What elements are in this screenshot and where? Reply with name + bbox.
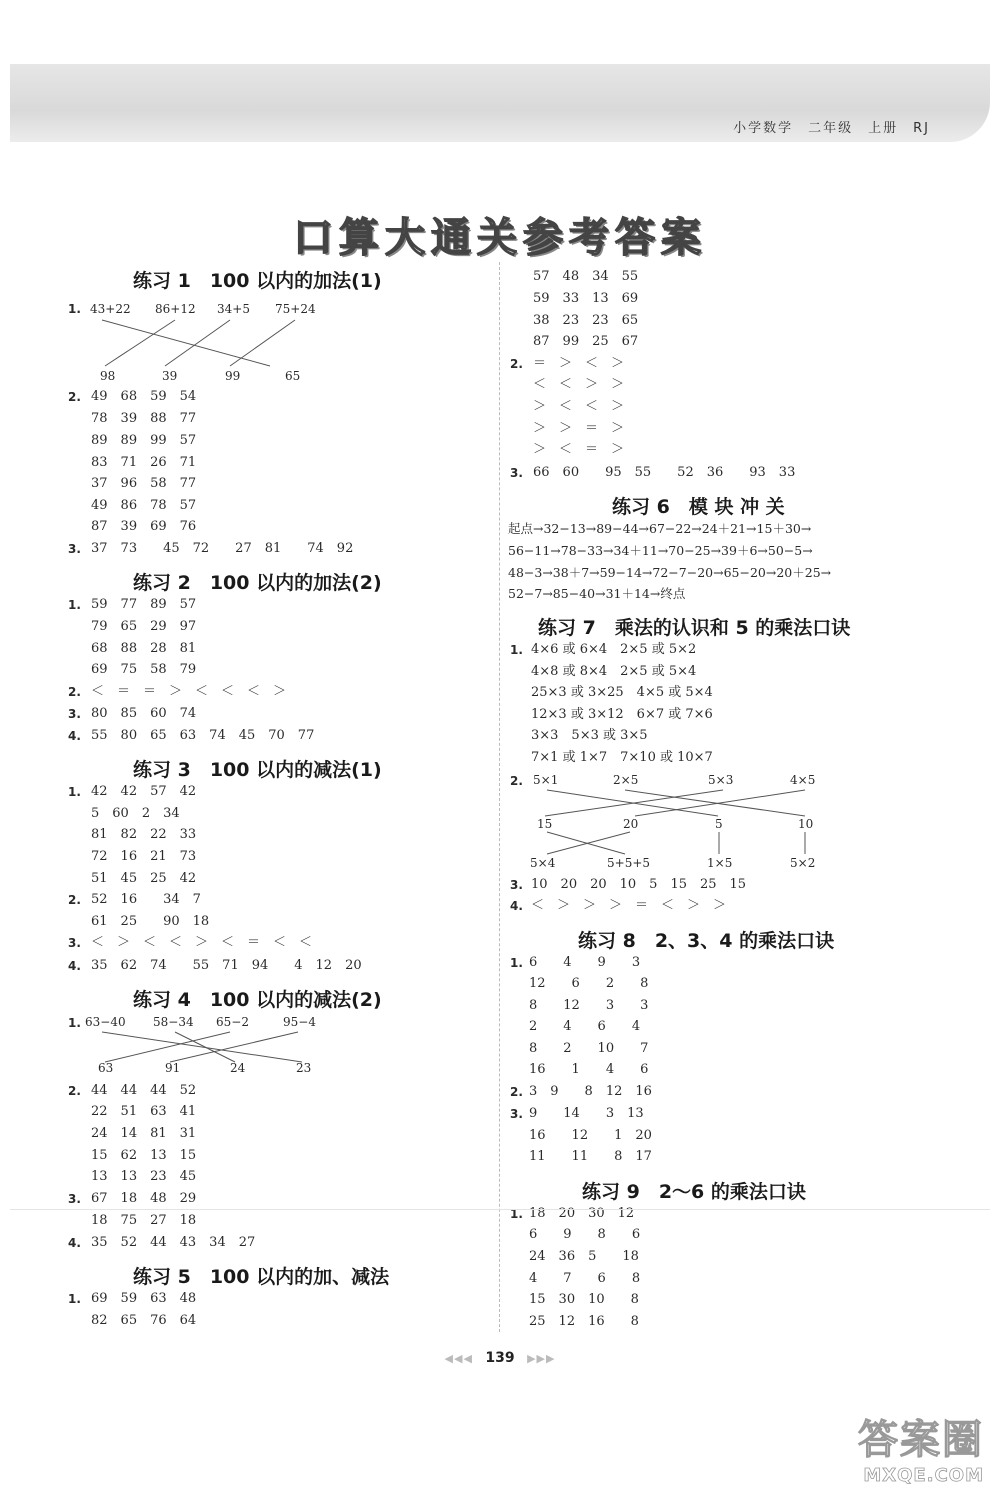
answer-row: 79 65 29 97 [91, 619, 197, 634]
ex7-mid-4: 10 [798, 817, 814, 831]
answer-row: 7×1 或 1×7 7×10 或 10×7 [531, 750, 713, 765]
ex1-answer-4: 65 [285, 369, 301, 383]
answer-row: 37 73 45 72 27 81 74 92 [91, 541, 354, 556]
question-number: 4. [68, 729, 81, 743]
answer-row: 3 9 8 12 16 [529, 1084, 652, 1099]
answer-row: 35 52 44 43 34 27 [91, 1235, 256, 1250]
ex4-link-line [105, 1032, 230, 1062]
page-footer [0, 1350, 1000, 1366]
ex4-answer-2: 91 [165, 1061, 181, 1075]
answer-row: 16 1 4 6 [529, 1062, 649, 1077]
answer-row: 18 75 27 18 [91, 1213, 197, 1228]
answer-row: 4×6 或 6×4 2×5 或 5×2 [531, 642, 697, 657]
answer-row: 83 71 26 71 [91, 455, 197, 470]
answer-row: 25×3 或 3×25 4×5 或 5×4 [531, 685, 713, 700]
ex4-link-line [175, 1032, 235, 1062]
question-number: 2. [510, 357, 523, 371]
question-number: 1. [68, 1016, 81, 1030]
section-title-ex5: 练习 5 100 以内的加、减法 [133, 1266, 390, 1288]
question-number: 2. [68, 1084, 81, 1098]
question-number: 4. [68, 1236, 81, 1250]
ex7-matching-diagram [525, 770, 835, 874]
ex1-link-line [102, 320, 270, 366]
question-number: 3. [510, 1107, 523, 1121]
answer-row: 87 99 25 67 [533, 334, 639, 349]
answer-row: 16 12 1 20 [529, 1128, 652, 1143]
answer-row: 67 18 48 29 [91, 1191, 197, 1206]
answer-row: 25 12 16 8 [529, 1314, 639, 1329]
answer-row: 22 51 63 41 [91, 1104, 197, 1119]
answer-row: 11 11 8 17 [529, 1149, 652, 1164]
question-number: 2. [510, 774, 523, 788]
ex4-answer-3: 24 [230, 1061, 246, 1075]
answer-row: 24 14 81 31 [91, 1126, 197, 1141]
question-number: 1. [68, 302, 81, 316]
section-title-ex2: 练习 2 100 以内的加法(2) [133, 572, 382, 594]
answer-row: 8 2 10 7 [529, 1041, 649, 1056]
answer-row: 49 86 78 57 [91, 498, 197, 513]
question-number: 1. [68, 598, 81, 612]
question-number: 1. [510, 956, 523, 970]
question-number: 3. [510, 878, 523, 892]
ex4-expression-2: 58−34 [153, 1015, 194, 1029]
answer-row: 12 6 2 8 [529, 976, 649, 991]
section-title-ex6: 练习 6 模 块 冲 关 [612, 496, 785, 518]
section-title-ex4: 练习 4 100 以内的减法(2) [133, 989, 382, 1011]
ex7-mid-3: 5 [715, 817, 723, 831]
answer-row: 69 59 63 48 [91, 1291, 197, 1306]
path-line: 起点→32−13→89−44→67−22→24＋21→15＋30→ [508, 521, 812, 536]
ex7-bottom-3: 1×5 [707, 856, 733, 870]
header-book-info: 小学数学 二年级 上册 RJ [733, 121, 930, 136]
ex1-link-line [165, 320, 230, 366]
answer-row: ＞ ＞ ＝ ＞ [533, 421, 625, 436]
answer-row: 12×3 或 3×12 6×7 或 7×6 [531, 707, 713, 722]
ex1-answer-1: 98 [100, 369, 116, 383]
answer-row: 44 44 44 52 [91, 1083, 197, 1098]
answer-row: 8 12 3 3 [529, 998, 649, 1013]
answer-row: 4 7 6 8 [529, 1271, 641, 1286]
answer-row: 49 68 59 54 [91, 389, 197, 404]
answer-row: 80 85 60 74 [91, 706, 197, 721]
question-number: 2. [68, 893, 81, 907]
answer-row: 5 60 2 34 [91, 806, 180, 821]
answer-row: 38 23 23 65 [533, 313, 639, 328]
question-number: 3. [68, 542, 81, 556]
ex7-top-4: 4×5 [790, 773, 816, 787]
question-number: 3. [510, 466, 523, 480]
ex7-top-1: 5×1 [533, 773, 559, 787]
answer-row: 6 9 8 6 [529, 1227, 641, 1242]
answer-row: 69 75 58 79 [91, 662, 197, 677]
answer-row: 52 16 34 7 [91, 892, 201, 907]
section-title-ex9: 练习 9 2～6 的乘法口诀 [582, 1181, 806, 1203]
question-number: 4. [510, 899, 523, 913]
answer-row: 87 39 69 76 [91, 519, 197, 534]
section-title-ex1: 练习 1 100 以内的加法(1) [133, 270, 382, 292]
section-title-ex8: 练习 8 2、3、4 的乘法口诀 [578, 930, 835, 952]
ex4-answer-4: 23 [296, 1061, 312, 1075]
page-rule [10, 1209, 990, 1210]
prev-arrows-icon: ◀◀◀ [444, 1352, 473, 1365]
question-number: 2. [68, 390, 81, 404]
answer-row: 13 13 23 45 [91, 1169, 197, 1184]
page-number: 139 [485, 1350, 515, 1366]
ex4-link-line [170, 1032, 298, 1062]
question-number: 3. [68, 1192, 81, 1206]
ex1-expression-2: 86+12 [155, 302, 196, 316]
ex7-bottom-4: 5×2 [790, 856, 816, 870]
answer-row: ＜ ＝ ＝ ＞ ＜ ＜ ＜ ＞ [91, 684, 287, 699]
question-number: 1. [510, 1207, 523, 1221]
question-number: 1. [68, 1292, 81, 1306]
question-number: 4. [68, 959, 81, 973]
answer-row: 9 14 3 13 [529, 1106, 644, 1121]
answer-row: 81 82 22 33 [91, 827, 197, 842]
ex1-expression-3: 34+5 [217, 302, 250, 316]
ex1-expression-1: 43+22 [90, 302, 131, 316]
answer-row: ＜ ＜ ＞ ＞ [533, 377, 625, 392]
answer-row: ＝ ＞ ＜ ＞ [533, 356, 625, 371]
answer-row: 59 77 89 57 [91, 597, 197, 612]
answer-row: 10 20 20 10 5 15 25 15 [531, 877, 747, 892]
answer-row: 61 25 90 18 [91, 914, 210, 929]
answer-row: 68 88 28 81 [91, 641, 197, 656]
answer-row: 4×8 或 8×4 2×5 或 5×4 [531, 664, 697, 679]
answer-row: ＞ ＜ ＝ ＞ [533, 442, 625, 457]
ex1-answer-3: 99 [225, 369, 241, 383]
ex4-expression-3: 65−2 [216, 1015, 249, 1029]
path-line: 56−11→78−33→34＋11→70−25→39＋6→50−5→ [508, 543, 813, 558]
answer-row: 51 45 25 42 [91, 871, 197, 886]
answer-row: 59 33 13 69 [533, 291, 639, 306]
answer-row: ＜ ＞ ＜ ＜ ＞ ＜ ＝ ＜ ＜ [91, 935, 313, 950]
ex7-mid-1: 15 [537, 817, 553, 831]
ex1-link-line [105, 320, 175, 366]
ex1-answer-2: 39 [162, 369, 178, 383]
question-number: 2. [510, 1085, 523, 1099]
answer-row: 78 39 88 77 [91, 411, 197, 426]
answer-row: 55 80 65 63 74 45 70 77 [91, 728, 315, 743]
path-line: 48−3→38＋7→59−14→72−7−20→65−20→20＋25→ [508, 565, 832, 580]
section-title-ex3: 练习 3 100 以内的减法(1) [133, 759, 382, 781]
answer-row: 66 60 95 55 52 36 93 33 [533, 465, 796, 480]
question-number: 3. [68, 707, 81, 721]
ex4-expression-1: 63−40 [85, 1015, 126, 1029]
page-title: 口算大通关参考答案 [293, 215, 707, 261]
answer-row: ＜ ＞ ＞ ＞ ＝ ＜ ＞ ＞ [531, 898, 727, 913]
answer-row: 37 96 58 77 [91, 476, 197, 491]
ex1-link-line [230, 320, 295, 366]
ex7-bottom-1: 5×4 [530, 856, 556, 870]
path-line: 52−7→85−40→31＋14→终点 [508, 586, 686, 601]
answer-row: 35 62 74 55 71 94 4 12 20 [91, 958, 362, 973]
answer-row: 42 42 57 42 [91, 784, 197, 799]
question-number: 2. [68, 685, 81, 699]
ex7-top-3: 5×3 [708, 773, 734, 787]
answer-row: 15 62 13 15 [91, 1148, 197, 1163]
answer-row: 82 65 76 64 [91, 1313, 197, 1328]
answer-row: 72 16 21 73 [91, 849, 197, 864]
answer-row: 15 30 10 8 [529, 1292, 639, 1307]
watermark-logo: 答案圈 [858, 1417, 984, 1463]
ex7-bottom-2: 5+5+5 [607, 856, 651, 870]
answer-row: 2 4 6 4 [529, 1019, 641, 1034]
answer-row: 3×3 5×3 或 3×5 [531, 728, 648, 743]
section-title-ex7: 练习 7 乘法的认识和 5 的乘法口诀 [538, 617, 851, 639]
question-number: 3. [68, 936, 81, 950]
ex7-mid-2: 20 [623, 817, 639, 831]
ex1-expression-4: 75+24 [275, 302, 316, 316]
ex7-top-2: 2×5 [613, 773, 639, 787]
watermark [858, 1408, 984, 1486]
ex4-answer-1: 63 [98, 1061, 114, 1075]
answer-row: 6 4 9 3 [529, 955, 641, 970]
answer-row: 24 36 5 18 [529, 1249, 639, 1264]
next-arrows-icon: ▶▶▶ [527, 1352, 556, 1365]
column-divider [499, 262, 500, 1332]
question-number: 1. [68, 785, 81, 799]
ex4-matching-diagram [80, 1012, 340, 1080]
answer-row: ＞ ＜ ＜ ＞ [533, 399, 625, 414]
ex1-matching-diagram [80, 298, 340, 388]
ex4-link-line [102, 1032, 302, 1062]
ex4-expression-4: 95−4 [283, 1015, 316, 1029]
answer-row: 57 48 34 55 [533, 269, 639, 284]
watermark-url: MXQE.COM [863, 1465, 984, 1486]
question-number: 1. [510, 643, 523, 657]
answer-row: 18 20 30 12 [529, 1206, 635, 1221]
answer-row: 89 89 99 57 [91, 433, 197, 448]
